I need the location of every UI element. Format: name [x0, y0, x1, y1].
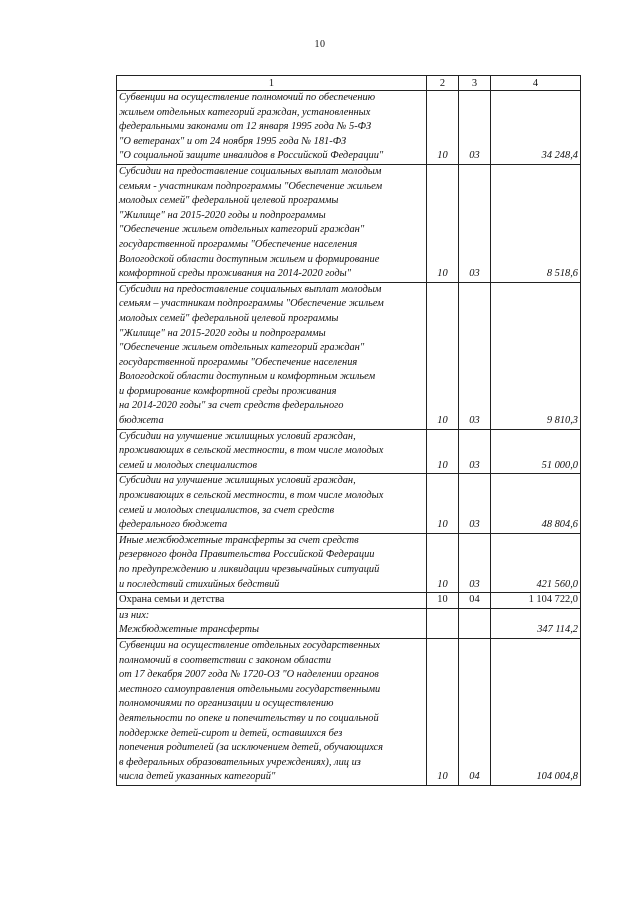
table-row	[117, 474, 581, 533]
row-subsection-code: 03	[459, 282, 491, 429]
row-amount: 51 000,0	[491, 429, 581, 474]
description-line: полномочиями по организации и осуществлению	[119, 698, 334, 710]
row-description	[117, 533, 427, 592]
budget-table	[116, 75, 581, 786]
row-subsection-code: 04	[459, 638, 491, 785]
row-amount: 48 804,6	[491, 474, 581, 533]
row-subsection-code: 03	[459, 533, 491, 592]
row-amount: 8 518,6	[491, 164, 581, 282]
table-row	[117, 593, 581, 609]
description-line: "Обеспечение жильем отдельных категорий граждан"	[119, 224, 365, 236]
description-line: местного самоуправления отдельными государственными	[119, 683, 381, 695]
description-line: федеральными законами от 12 января 1995 года № 5-ФЗ	[119, 121, 372, 133]
description-line: резервного фонда Правительства Российской Федерации	[119, 549, 375, 561]
page-number: 10	[314, 39, 326, 50]
table-row	[117, 608, 581, 638]
row-subsection-code: 03	[459, 474, 491, 533]
description-line: и формирование комфортной среды проживания	[119, 385, 337, 397]
description-line: бюджета	[119, 415, 164, 427]
description-line: Субсидии на улучшение жилищных условий граждан,	[119, 430, 356, 442]
description-line: Иные межбюджетные трансферты за счет средств	[119, 534, 359, 546]
row-description	[117, 91, 427, 165]
row-amount: 421 560,0	[491, 533, 581, 592]
description-line: от 17 декабря 2007 года № 1720-ОЗ "О наделении органов	[119, 669, 379, 681]
row-amount: 104 004,8	[491, 638, 581, 785]
row-subsection-code: 03	[459, 164, 491, 282]
row-subsection-code: 04	[459, 593, 491, 609]
row-section-code: 10	[427, 638, 459, 785]
description-line: и последствий стихийных бедствий	[119, 578, 280, 590]
description-line: попечения родителей (за исключением детей, обучающихся	[119, 742, 384, 754]
table-row	[117, 282, 581, 429]
description-line: Субсидии на предоставление социальных выплат молодым	[119, 165, 382, 177]
column-header-description: 1	[117, 76, 427, 91]
row-section-code: 10	[427, 164, 459, 282]
row-amount: 1 104 722,0	[491, 593, 581, 609]
description-line: Охрана семьи и детства	[119, 594, 225, 606]
row-description	[117, 282, 427, 429]
description-line: из них:	[119, 609, 150, 621]
table-row	[117, 533, 581, 592]
description-line: молодых семей" федеральной целевой программы	[119, 312, 339, 324]
description-line: по предупреждению и ликвидации чрезвычайных ситуаций	[119, 564, 380, 575]
description-line: поддержке детей-сирот и детей, оставшихся без	[119, 727, 343, 739]
description-line: Субвенции на осуществление отдельных государственных	[119, 639, 380, 651]
description-line: семьям - участникам подпрограммы "Обеспечение жильем	[119, 180, 383, 192]
description-line: молодых семей" федеральной целевой программы	[119, 195, 339, 207]
row-section-code: 10	[427, 91, 459, 165]
description-line: в федеральных образовательных учреждениях), лиц из	[119, 756, 361, 768]
description-line: семьям – участникам подпрограммы "Обеспечение жильем	[119, 298, 384, 310]
description-line: Межбюджетные трансферты	[119, 624, 260, 636]
description-line: Субвенции на осуществление полномочий по обеспечению	[119, 92, 376, 103]
row-section-code: 10	[427, 429, 459, 474]
row-description	[117, 429, 427, 474]
column-header-amount: 4	[491, 76, 581, 91]
description-line: "О социальной защите инвалидов в Российской Федерации"	[119, 150, 384, 162]
row-description	[117, 474, 427, 533]
row-section-code	[427, 608, 459, 638]
description-line: семей и молодых специалистов	[119, 459, 257, 471]
description-line: Вологодской области доступным жильем и формирование	[119, 253, 380, 265]
description-line: федерального бюджета	[119, 519, 228, 531]
row-section-code: 10	[427, 593, 459, 609]
row-section-code: 10	[427, 282, 459, 429]
description-line: проживающих в сельской местности, в том числе молодых	[119, 445, 384, 457]
table-row	[117, 429, 581, 474]
row-description	[117, 164, 427, 282]
row-subsection-code: 03	[459, 91, 491, 165]
table-row	[117, 638, 581, 785]
row-subsection-code	[459, 608, 491, 638]
row-section-code: 10	[427, 474, 459, 533]
description-line: семей и молодых специалистов, за счет средств	[119, 504, 335, 516]
description-line: Вологодской области доступным и комфортным жильем	[119, 371, 376, 383]
column-header-section: 2	[427, 76, 459, 91]
row-amount: 34 248,4	[491, 91, 581, 165]
row-description	[117, 608, 427, 638]
description-line: полномочий в соответствии с законом области	[119, 654, 332, 666]
description-line: государственной программы "Обеспечение населения	[119, 356, 358, 368]
description-line: проживающих в сельской местности, в том числе молодых	[119, 490, 384, 502]
description-line: "Обеспечение жильем отдельных категорий граждан"	[119, 342, 365, 354]
table-body	[117, 91, 581, 786]
column-header-subsection: 3	[459, 76, 491, 91]
description-line: "О ветеранах" и от 24 ноября 1995 года № 181-ФЗ	[119, 135, 347, 147]
table-row	[117, 164, 581, 282]
description-line: государственной программы "Обеспечение населения	[119, 238, 358, 250]
description-line: числа детей указанных категорий"	[119, 771, 276, 783]
description-line: деятельности по опеке и попечительству и по социальной	[119, 712, 379, 724]
row-section-code: 10	[427, 533, 459, 592]
description-line: комфортной среды проживания на 2014-2020 годы"	[119, 268, 352, 280]
row-amount: 9 810,3	[491, 282, 581, 429]
row-subsection-code: 03	[459, 429, 491, 474]
description-line: "Жилище" на 2015-2020 годы и подпрограммы	[119, 327, 326, 339]
table-header-row	[117, 76, 581, 91]
row-description	[117, 593, 427, 609]
description-line: на 2014-2020 годы" за счет средств федерального	[119, 400, 344, 412]
description-line: "Жилище" на 2015-2020 годы и подпрограммы	[119, 209, 326, 221]
row-description	[117, 638, 427, 785]
description-line: Субсидии на улучшение жилищных условий граждан,	[119, 475, 356, 487]
description-line: жильем отдельных категорий граждан, установленных	[119, 106, 371, 118]
table-row	[117, 91, 581, 165]
description-line: Субсидии на предоставление социальных выплат молодым	[119, 283, 382, 295]
row-amount: 347 114,2	[491, 608, 581, 638]
